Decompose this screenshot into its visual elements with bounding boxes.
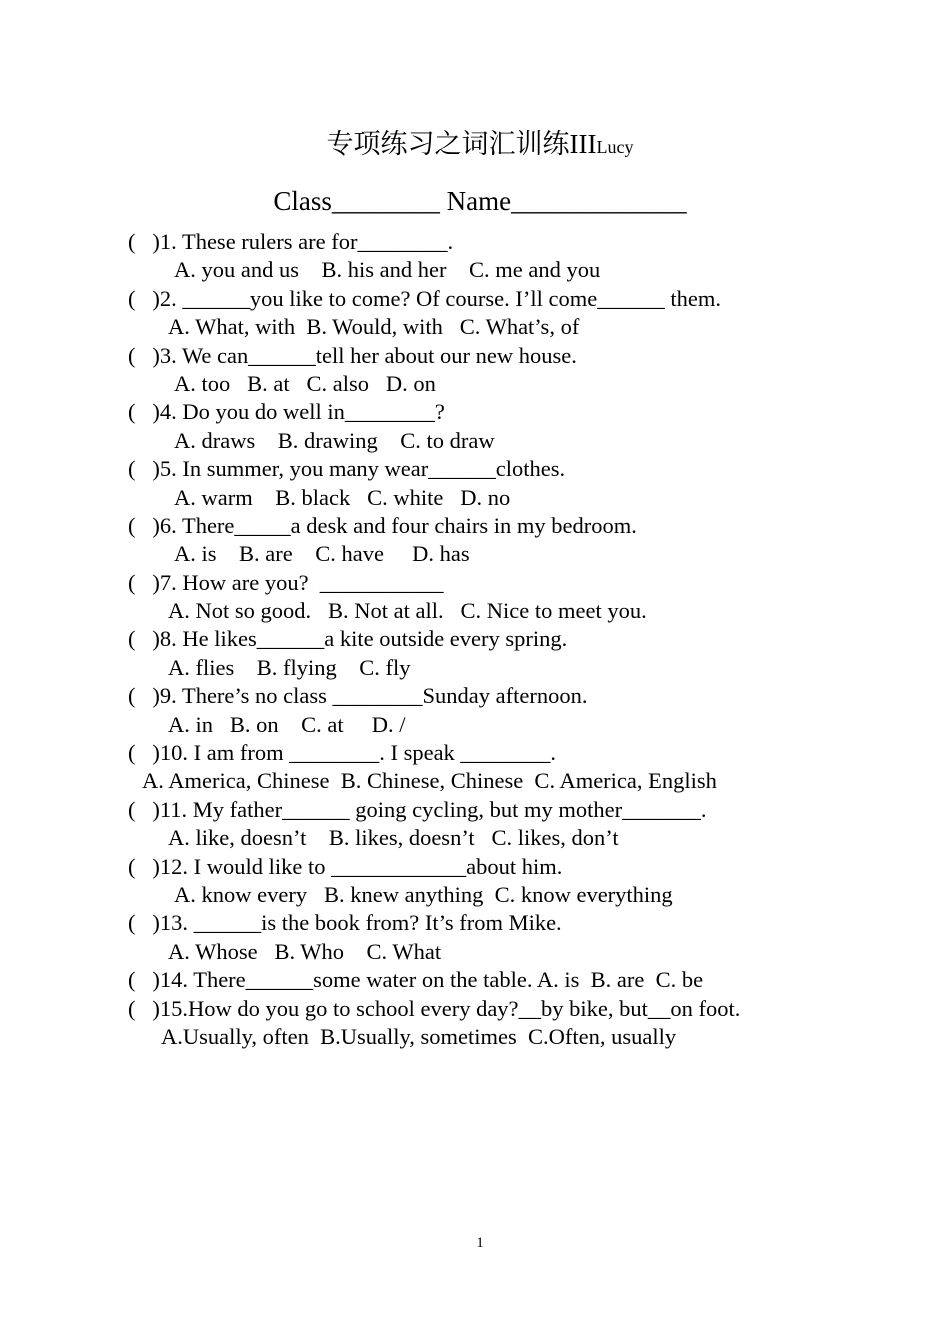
question-options: A. too B. at C. also D. on (174, 370, 436, 396)
question-options: A. warm B. black C. white D. no (174, 484, 511, 510)
question-list (128, 228, 918, 1051)
title-author: Lucy (596, 137, 634, 157)
question-options: A. you and us B. his and her C. me and you (174, 257, 601, 283)
page-number: 1 (476, 1235, 484, 1251)
question-stem: ( )1. These rulers are for________. (128, 229, 454, 254)
question-options: A. What, with B. Would, with C. What’s, of (168, 314, 580, 340)
question-stem: ( )13. ______is the book from? It’s from Mike. (128, 910, 562, 936)
question-options: A. Whose B. Who C. What (168, 938, 442, 964)
question-stem: ( )7. How are you? ___________ (128, 569, 444, 595)
question-stem: ( )12. I would like to ____________about him. (128, 853, 563, 879)
question-stem: ( )4. Do you do well in________? (128, 399, 445, 425)
question-stem: ( )5. In summer, you many wear______clothes. (128, 456, 566, 482)
question-stem: ( )2. ______you like to come? Of course. I’ll come______ them. (128, 285, 721, 311)
question-stem: ( )9. There’s no class ________Sunday afternoon. (128, 683, 588, 709)
question-stem: ( )10. I am from ________. I speak ________. (128, 740, 557, 766)
question-options: A. in B. on C. at D. / (168, 711, 406, 737)
question-options: A. Not so good. B. Not at all. C. Nice to meet you. (168, 598, 647, 624)
class-name-line: Class________ Name_____________ (273, 186, 687, 216)
question-options: A. draws B. drawing C. to draw (174, 427, 495, 453)
question-stem: ( )6. There_____a desk and four chairs in my bedroom. (128, 512, 637, 538)
question-stem: ( )15.How do you go to school every day?__by bike, but__on foot. (128, 995, 741, 1021)
question-options: A.Usually, often B.Usually, sometimes C.Often, usually (161, 1023, 677, 1049)
question-stem: ( )8. He likes______a kite outside every spring. (128, 626, 568, 652)
question-options: A. know every B. knew anything C. know everything (174, 881, 673, 907)
worksheet-title (0, 124, 950, 167)
question-options: A. like, doesn’t B. likes, doesn’t C. likes, don’t (168, 825, 619, 851)
question-stem: ( )11. My father______ going cycling, but my mother_______. (128, 796, 707, 822)
question-options: A. is B. are C. have D. has (174, 541, 470, 567)
question-stem: ( )14. There______some water on the table. A. is B. are C. be (128, 967, 704, 993)
question-options: A. flies B. flying C. fly (168, 654, 411, 680)
question-options: A. America, Chinese B. Chinese, Chinese C. America, English (142, 768, 717, 794)
title-text: 专项练习之词汇训练III (326, 129, 597, 159)
question-stem: ( )3. We can______tell her about our new house. (128, 342, 577, 368)
